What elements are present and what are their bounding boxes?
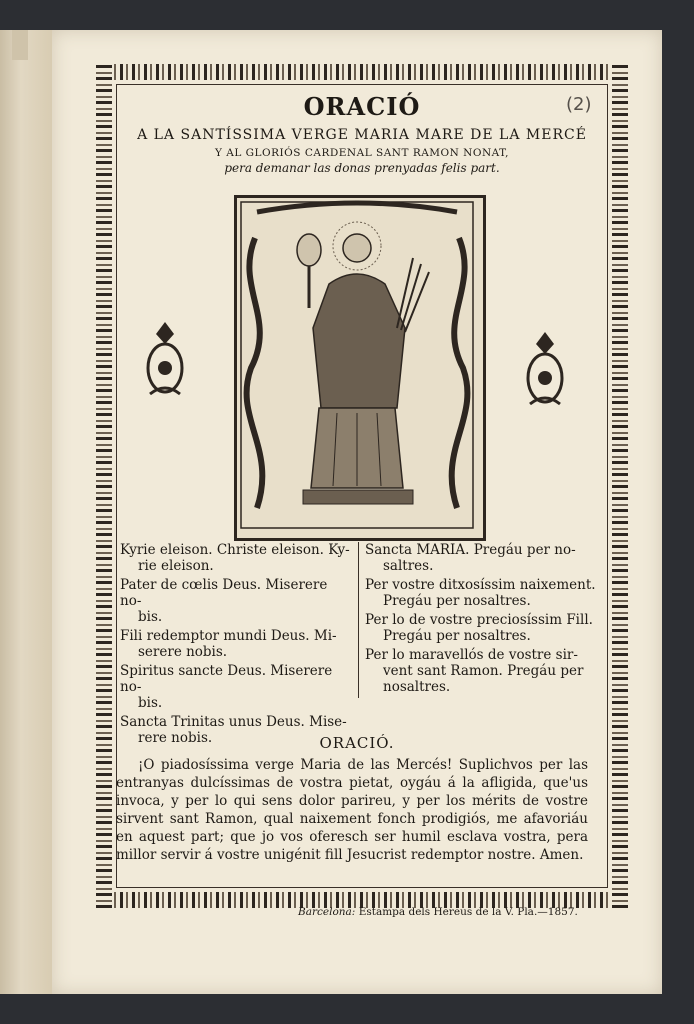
spine-tab [12,30,28,60]
saint-engraving [234,195,486,541]
prayer-text: ¡O piadosíssima verge Maria de las Mercés! Suplichvos per las entranyas dulcíssimas de vostra pietat, oygáu á la afligida, que'us invoca, y per lo qui sens dolor parireu, y per los mérits de vostre sirvent sant Ramon, qual naixement fonch prodigiós, me afavoriáu en aquest part; que jo vos oferesch ser humil esclava vostra, pera millor servir á vostre unigénit fill Jesucrist redemptor nostre. Amen. [116,757,588,863]
litany-entry [120,628,350,660]
border-left [96,64,112,908]
litany-line: Kyrie eleison. Christe eleison. Ky- [120,542,350,558]
handwritten-annotation: (2) [566,94,592,115]
header-block [112,86,612,175]
litany-line: saltres. [383,558,434,574]
litany-line: Per lo de vostre preciosíssim Fill. [365,612,593,628]
litany-entry [365,542,601,574]
document-page [52,30,662,994]
litany-line: bis. [138,609,163,625]
litany-line: Spiritus sancte Deus. Miserere no- [120,663,333,695]
border-right [612,64,628,908]
litany-line: Sancta MARIA. Pregáu per no- [365,542,576,558]
imprint-line [298,906,578,918]
litany-line: Fili redemptor mundi Deus. Mi- [120,628,337,644]
litany-line: Pregáu per nosaltres. [383,628,531,644]
imprint-printer: Estampa dels Hereus de la V. Pla.—1857. [358,906,578,918]
litany-right-column [358,542,601,698]
litany-line: Sancta Trinitas unus Deus. Mise- [120,714,347,730]
litany-line: serere nobis. [138,644,228,660]
litany-line: bis. [138,695,163,711]
saint-engraving-icon [237,198,477,532]
litany-line: vent sant Ramon. Pregáu per [383,663,584,679]
subtitle-purpose: pera demanar las donas prenyadas felis part. [224,161,500,175]
litany-line: nosaltres. [383,679,451,695]
litany-entry [365,612,601,644]
litany-entry [120,663,350,711]
right-ornament-icon [524,330,566,410]
imprint-place: Barcelona: [298,906,356,918]
litany-entry [365,577,601,609]
subtitle-dedication: A LA SANTÍSSIMA VERGE MARIA MARE DE LA MERCÉ [137,127,587,143]
litany-line: Pregáu per nosaltres. [383,593,531,609]
book-spine [0,30,53,994]
litany-line: Pater de cœlis Deus. Miserere no- [120,577,328,609]
litany-line: rie eleison. [138,558,214,574]
subtitle-saint: Y AL GLORIÓS CARDENAL SANT RAMON NONAT, [215,147,509,159]
prayer-heading: ORACIÓ. [319,734,395,752]
left-ornament-icon [144,320,186,400]
litany-entry [120,542,350,574]
litany-entry [365,647,601,695]
litany-line: Per lo maravellós de vostre sir- [365,647,578,663]
litany-line: rere nobis. [138,730,213,746]
litany-entry [120,577,350,625]
page-title: ORACIÓ [303,92,421,121]
litany-line: Per vostre ditxosíssim naixement. [365,577,596,593]
litany-left-column [120,542,350,749]
border-top [96,64,628,80]
